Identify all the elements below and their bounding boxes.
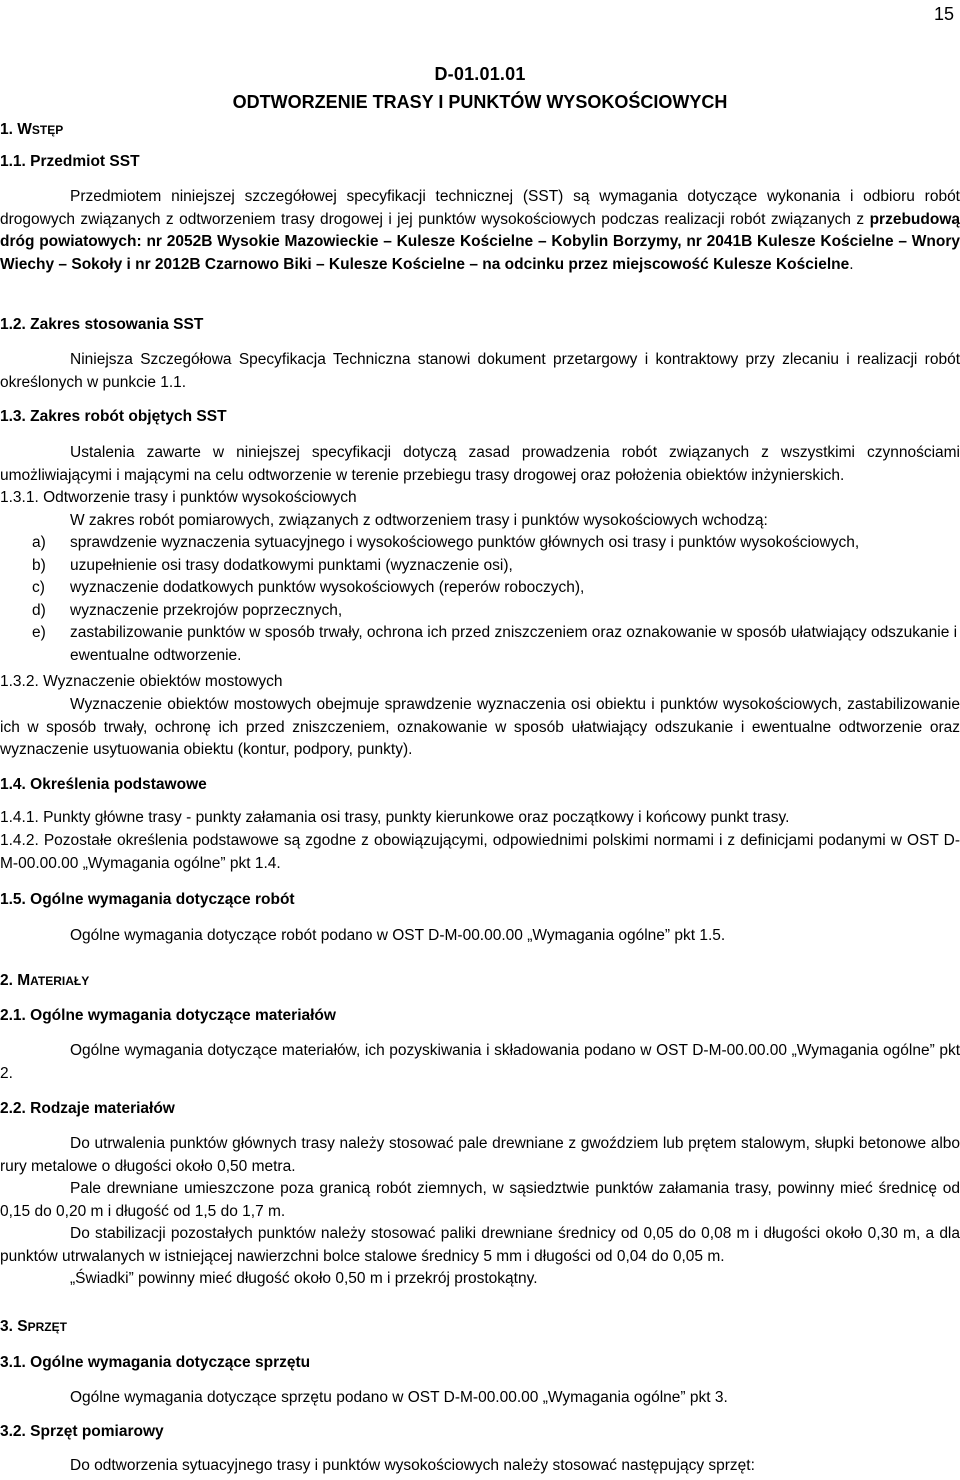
paragraph-3-1: Ogólne wymagania dotyczące sprzętu podano w OST D-M-00.00.00 „Wymagania ogólne” pkt 3. — [70, 1389, 728, 1406]
section-heading-3: 3. SPRZĘT — [0, 1318, 67, 1335]
paragraph-3-2: Do odtworzenia sytuacyjnego trasy i punktów wysokościowych należy stosować następujący sprzęt: — [70, 1457, 755, 1474]
section-heading-1: 1. WSTĘP — [0, 121, 64, 138]
list-item: c) wyznaczenie dodatkowych punktów wysokościowych (reperów roboczych), — [32, 579, 585, 596]
paragraph-2-2-b: Pale drewniane umieszczone poza granicą robót ziemnych, w sąsiedztwie punktów załamania trasy, powinny mieć średnicę od 0,15 do 0,20 m i długość od 1,5 do 1,7 m. — [0, 1180, 960, 1220]
subsection-heading-1-3-1: 1.3.1. Odtworzenie trasy i punktów wysokościowych — [0, 489, 357, 506]
page-number: 15 — [933, 4, 954, 24]
paragraph-1-4-1: 1.4.1. Punkty główne trasy - punkty załamania osi trasy, punkty kierunkowe oraz początkowy i końcowy punkt trasy. — [0, 809, 790, 826]
subsection-heading-3-2: 3.2. Sprzęt pomiarowy — [0, 1423, 164, 1440]
list-item: e) zastabilizowanie punktów w sposób trwały, ochrona ich przed zniszczeniem oraz oznakowanie w sposób ułatwiający odszukanie i ewentualne odtworzenie. — [32, 624, 958, 664]
paragraph-1-3: Ustalenia zawarte w niniejszej specyfikacji dotyczą zasad prowadzenia robót związanych z wszystkimi czynnościami umożliwiającymi i mającymi na celu odtworzenie w terenie przebiegu trasy drogowej oraz położenia obiektów inżynierskich. — [0, 444, 960, 484]
subsection-heading-1-3: 1.3. Zakres robót objętych SST — [0, 408, 227, 425]
subsection-heading-2-2: 2.2. Rodzaje materiałów — [0, 1100, 175, 1117]
section-heading-2: 2. MATERIAŁY — [0, 972, 90, 989]
subsection-heading-1-1: 1.1. Przedmiot SST — [0, 153, 140, 170]
paragraph-2-1: Ogólne wymagania dotyczące materiałów, ich pozyskiwania i składowania podano w OST D-M-00.00.00 „Wymagania ogólne” pkt 2. — [0, 1042, 960, 1082]
list-item: b) uzupełnienie osi trasy dodatkowymi punktami (wyznaczenie osi), — [32, 556, 513, 574]
paragraph-1-3-1-intro: W zakres robót pomiarowych, związanych z odtworzeniem trasy i punktów wysokościowych wchodzą: — [70, 512, 768, 529]
paragraph-1-2: Niniejsza Szczegółowa Specyfikacja Techniczna stanowi dokument przetargowy i kontraktowy przy zlecaniu i realizacji robót określonych w punkcie 1.1. — [0, 351, 960, 391]
subsection-heading-3-1: 3.1. Ogólne wymagania dotyczące sprzętu — [0, 1354, 311, 1371]
paragraph-2-2-c: Do stabilizacji pozostałych punktów należy stosować paliki drewniane średnicy od 0,05 do 0,08 m i długości około 0,30 m, a dla punktów utrwalanych w istniejącej nawierzchni bolce stalowe średnicy 5 mm i długości od 0,04 do 0,05 m. — [0, 1225, 960, 1265]
paragraph-1-1: Przedmiotem niniejszej szczegółowej specyfikacji technicznej (SST) są wymagania dotyczące wykonania i odbioru robót drogowych związanych z odtworzeniem trasy drogowej i jej punktów wysokościowych podczas realizacji robót związanych z przebudową dróg powiatowych: nr 2052B Wysokie Mazowieckie – Kulesze Kościelne – Kobylin Borzymy, nr 2041B Kulesze Kościelne – Wnory Wiechy – Sokoły i nr 2012B Czarnowo Biki – Kulesze Kościelne – na odcinku przez miejscowość Kulesze Kościelne. — [0, 188, 960, 273]
paragraph-2-2-a: Do utrwalenia punktów głównych trasy należy stosować pale drewniane z gwoździem lub prętem stalowym, słupki betonowe albo rury metalowe o długości około 0,50 metra. — [0, 1135, 960, 1175]
subsection-heading-1-4: 1.4. Określenia podstawowe — [0, 776, 207, 793]
subsection-heading-2-1: 2.1. Ogólne wymagania dotyczące materiałów — [0, 1007, 336, 1024]
document-code: D-01.01.01 — [434, 64, 526, 84]
list-item: d) wyznaczenie przekrojów poprzecznych, — [32, 601, 343, 619]
paragraph-1-4-2: 1.4.2. Pozostałe określenia podstawowe są zgodne z obowiązującymi, odpowiednimi polskimi normami i z definicjami podanymi w OST D-M-00.00.00 „Wymagania ogólne” pkt 1.4. — [0, 832, 960, 872]
subsection-heading-1-5: 1.5. Ogólne wymagania dotyczące robót — [0, 891, 295, 908]
document-title: ODTWORZENIE TRASY I PUNKTÓW WYSOKOŚCIOWYCH — [232, 92, 728, 112]
subsection-heading-1-2: 1.2. Zakres stosowania SST — [0, 316, 204, 333]
paragraph-1-5: Ogólne wymagania dotyczące robót podano w OST D-M-00.00.00 „Wymagania ogólne” pkt 1.5. — [70, 927, 726, 944]
subsection-heading-1-3-2: 1.3.2. Wyznaczenie obiektów mostowych — [0, 673, 283, 690]
list-1-3-1 — [0, 532, 960, 667]
paragraph-2-2-d: „Świadki” powinny mieć długość około 0,50 m i przekrój prostokątny. — [70, 1270, 538, 1287]
paragraph-1-3-2: Wyznaczenie obiektów mostowych obejmuje sprawdzenie wyznaczenia osi obiektu i punktów wysokościowych, zastabilizowanie ich w sposób trwały, ochronę ich przed zniszczeniem, oznakowanie w sposób ułatwiający odszukanie i ewentualne odtworzenie oraz wyznaczenie usytuowania obiektu (kontur, podpory, punkty). — [0, 696, 960, 758]
list-item: a) sprawdzenie wyznaczenia sytuacyjnego i wysokościowego punktów głównych osi trasy i punktów wysokościowych, — [32, 534, 860, 551]
